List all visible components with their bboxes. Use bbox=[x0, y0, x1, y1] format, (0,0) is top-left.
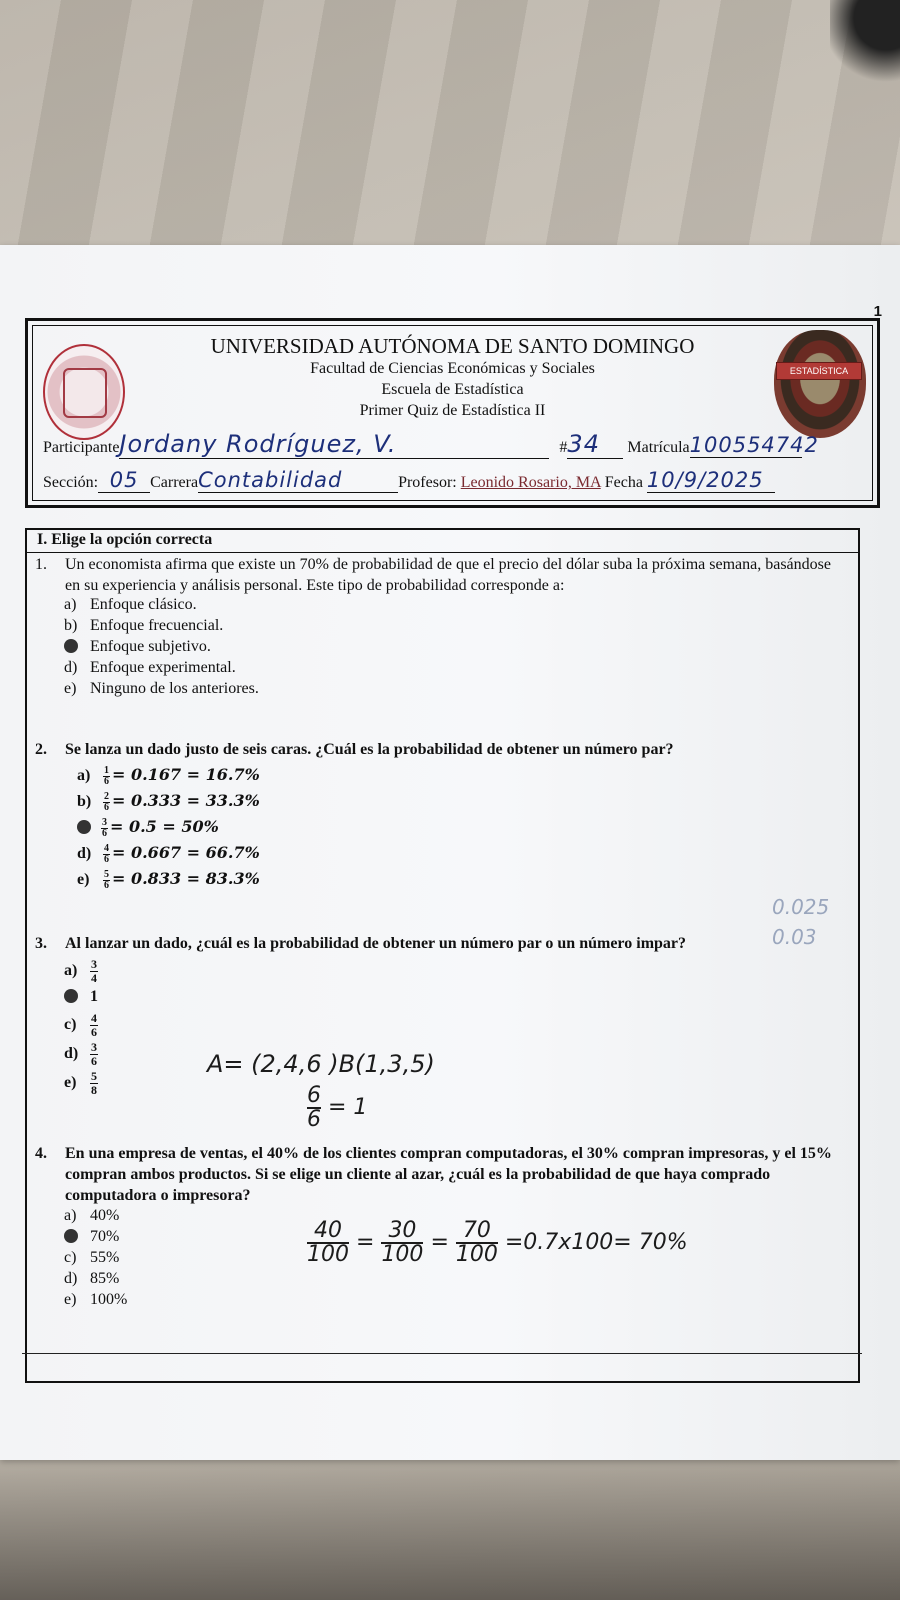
option-label: b) bbox=[64, 617, 78, 634]
option-label: a) bbox=[77, 767, 91, 784]
q1-option-b[interactable] bbox=[64, 617, 223, 635]
numerator: 4 bbox=[91, 1011, 97, 1025]
denominator: 6 bbox=[104, 775, 109, 787]
denominator: 8 bbox=[91, 1083, 97, 1097]
calculation-note: $\frac{40}{100}$ = $\frac{30}{100}$ = $\frac{70}{100}$ =0.7x100= 70% bbox=[307, 1218, 688, 1267]
option-label: c) bbox=[64, 1249, 77, 1266]
q3-option-d[interactable] bbox=[64, 1041, 100, 1068]
question-text: Un economista afirma que existe un 70% de probabilidad de que el precio del dólar suba la próxima semana, basándose en su experiencia y análisis personal. Este tipo de probabilidad corresponde a: bbox=[65, 556, 831, 594]
participant-field[interactable] bbox=[119, 430, 549, 459]
section-title: I. Elige la opción correcta bbox=[37, 531, 213, 548]
denominator: 6 bbox=[104, 853, 109, 865]
section-field[interactable] bbox=[98, 468, 150, 493]
option-value: = 0.833 = 83.3% bbox=[112, 869, 260, 888]
profesor-value: Leonido Rosario, MA bbox=[460, 474, 601, 491]
q2-option-a[interactable] bbox=[77, 765, 260, 787]
question-emphasis: par bbox=[641, 741, 666, 758]
calc-numerator: 70 bbox=[456, 1220, 498, 1244]
background-object bbox=[830, 0, 900, 90]
denominator: 6 bbox=[91, 1025, 97, 1039]
fecha-label: Fecha bbox=[604, 474, 643, 491]
q1-option-d[interactable] bbox=[64, 659, 236, 677]
participant-label: Participante bbox=[43, 439, 120, 456]
carrera-label: Carrera bbox=[150, 474, 199, 491]
question-2 bbox=[35, 739, 850, 760]
denominator: 6 bbox=[104, 879, 109, 891]
numerator: 4 bbox=[104, 842, 109, 854]
carrera-value: Contabilidad bbox=[198, 468, 343, 492]
margin-note-2: 0.03 bbox=[772, 925, 817, 949]
fraction-note-denominator: 6 bbox=[307, 1107, 321, 1132]
section-row bbox=[43, 468, 862, 493]
calc-denominator: 100 bbox=[307, 1242, 349, 1267]
q4-option-b[interactable] bbox=[64, 1228, 119, 1246]
question-4 bbox=[35, 1143, 854, 1206]
option-label: e) bbox=[64, 1291, 77, 1308]
university-title: UNIVERSIDAD AUTÓNOMA DE SANTO DOMINGO bbox=[210, 334, 695, 358]
selected-mark-icon bbox=[64, 989, 78, 1003]
q2-option-d[interactable] bbox=[77, 843, 260, 865]
question-end: ? bbox=[665, 741, 674, 758]
bottom-divider bbox=[22, 1353, 862, 1354]
option-label: a) bbox=[64, 596, 77, 613]
option-text: Ninguno de los anteriores. bbox=[90, 680, 259, 697]
q3-option-b[interactable] bbox=[64, 988, 98, 1006]
selected-mark-icon bbox=[64, 639, 78, 653]
option-text: Enfoque clásico. bbox=[90, 596, 197, 613]
option-label: a) bbox=[64, 962, 78, 980]
question-end: un número impar? bbox=[553, 935, 687, 952]
q2-option-b[interactable] bbox=[77, 791, 260, 813]
numerator: 2 bbox=[104, 790, 109, 802]
numerator: 1 bbox=[104, 764, 109, 776]
question-emphasis: o bbox=[160, 1187, 169, 1204]
question-emphasis: o bbox=[545, 935, 554, 952]
option-label: d) bbox=[77, 845, 92, 862]
margin-note-1: 0.025 bbox=[772, 895, 830, 919]
option-text: Enfoque subjetivo. bbox=[90, 638, 211, 655]
option-value: = 0.667 = 66.7% bbox=[112, 843, 260, 862]
option-label: d) bbox=[64, 659, 78, 676]
q2-option-c[interactable] bbox=[77, 817, 219, 839]
question-3 bbox=[35, 933, 850, 954]
header-inner-frame bbox=[32, 325, 873, 501]
quiz-title: Primer Quiz de Estadística II bbox=[359, 402, 546, 419]
numerator: 3 bbox=[91, 1040, 97, 1054]
question-text: Se lanza un dado justo de seis caras. ¿Cuál es la probabilidad de obtener un número bbox=[65, 741, 642, 758]
background-fabric bbox=[0, 0, 900, 245]
calc-result: =0.7x100= 70% bbox=[504, 1230, 688, 1255]
q1-option-a[interactable] bbox=[64, 596, 197, 614]
denominator: 6 bbox=[102, 827, 107, 839]
matricula-value: 100554742 bbox=[689, 433, 819, 457]
option-text: 85% bbox=[90, 1270, 120, 1287]
question-text: En una empresa de ventas, el 40% de los clientes compran computadoras, el 30% compran impresoras, y el 15% compran ambos productos. Si se elige un cliente al azar, ¿cuál es la probabilidad de que haya comprado computadora bbox=[65, 1145, 832, 1204]
denominator: 6 bbox=[91, 1054, 97, 1068]
option-text: 100% bbox=[90, 1291, 128, 1308]
question-1 bbox=[35, 554, 850, 596]
section-value: 05 bbox=[109, 468, 139, 492]
faculty-name: Facultad de Ciencias Económicas y Sociales bbox=[310, 360, 595, 377]
option-label: e) bbox=[64, 680, 77, 697]
q2-option-e[interactable] bbox=[77, 869, 260, 891]
section-divider bbox=[27, 552, 858, 553]
q3-option-a[interactable] bbox=[64, 958, 100, 985]
q4-option-d[interactable] bbox=[64, 1270, 119, 1288]
participant-row bbox=[43, 430, 862, 459]
question-number: 4. bbox=[35, 1145, 47, 1162]
option-value: 1 bbox=[90, 988, 98, 1005]
calc-numerator: 30 bbox=[381, 1220, 423, 1244]
q4-option-e[interactable] bbox=[64, 1291, 127, 1309]
q4-option-c[interactable] bbox=[64, 1249, 119, 1267]
profesor-label: Profesor: bbox=[398, 474, 457, 491]
selected-mark-icon bbox=[64, 1229, 78, 1243]
fraction-note-numerator: 6 bbox=[307, 1083, 321, 1108]
numerator: 5 bbox=[91, 1069, 97, 1083]
calc-denominator: 100 bbox=[381, 1242, 424, 1267]
option-text: 55% bbox=[90, 1249, 120, 1266]
option-label: d) bbox=[64, 1045, 79, 1063]
question-number: 3. bbox=[35, 935, 47, 952]
fecha-value: 10/9/2025 bbox=[646, 468, 764, 492]
numerator: 3 bbox=[91, 957, 97, 971]
option-label: b) bbox=[77, 793, 92, 810]
option-label: d) bbox=[64, 1270, 78, 1287]
page-number: 1 bbox=[873, 303, 882, 320]
matricula-field[interactable] bbox=[689, 433, 819, 458]
question-end: impresora? bbox=[168, 1187, 251, 1204]
number-label: # bbox=[559, 439, 568, 456]
option-text: Enfoque frecuencial. bbox=[90, 617, 224, 634]
q3-option-c[interactable] bbox=[64, 1012, 100, 1039]
school-name: Escuela de Estadística bbox=[381, 381, 524, 398]
header-box bbox=[25, 318, 880, 508]
sets-note: A= (2,4,6 )B(1,3,5) bbox=[207, 1050, 435, 1078]
questions-box bbox=[25, 528, 860, 1383]
participant-value: Jordany Rodríguez, V. bbox=[119, 430, 397, 458]
option-text: Enfoque experimental. bbox=[90, 659, 236, 676]
option-label: c) bbox=[64, 1016, 77, 1034]
numerator: 5 bbox=[104, 868, 109, 880]
q1-option-e[interactable] bbox=[64, 680, 259, 698]
fraction-note bbox=[307, 1085, 367, 1131]
selected-mark-icon bbox=[77, 820, 91, 834]
q3-option-e[interactable] bbox=[64, 1070, 100, 1097]
matricula-label: Matrícula bbox=[627, 439, 690, 456]
option-label: e) bbox=[64, 1074, 77, 1092]
calc-denominator: 100 bbox=[455, 1242, 498, 1267]
q1-option-c[interactable] bbox=[64, 638, 211, 656]
denominator: 6 bbox=[104, 801, 109, 813]
option-value: = 0.167 = 16.7% bbox=[112, 765, 260, 784]
number-value: 34 bbox=[567, 430, 600, 458]
fecha-field[interactable] bbox=[647, 468, 775, 493]
quiz-sheet bbox=[0, 245, 900, 1460]
section-label: Sección: bbox=[43, 474, 99, 491]
number-field[interactable] bbox=[567, 430, 623, 459]
option-text: 70% bbox=[90, 1228, 120, 1245]
option-label: a) bbox=[64, 1207, 77, 1224]
carrera-field[interactable] bbox=[198, 468, 398, 493]
denominator: 4 bbox=[91, 971, 97, 985]
option-value: = 0.5 = 50% bbox=[110, 817, 219, 836]
logo-text: ESTADÍSTICA bbox=[789, 366, 849, 376]
option-label: e) bbox=[77, 871, 90, 888]
option-text: 40% bbox=[90, 1207, 120, 1224]
numerator: 3 bbox=[102, 816, 107, 828]
fraction-note-result: = 1 bbox=[328, 1095, 368, 1120]
question-number: 1. bbox=[35, 556, 47, 573]
question-number: 2. bbox=[35, 741, 47, 758]
calc-numerator: 40 bbox=[307, 1220, 349, 1244]
question-text: Al lanzar un dado, ¿cuál es la probabilidad de obtener un número par bbox=[65, 935, 546, 952]
background-shadow bbox=[0, 1460, 900, 1600]
q4-option-a[interactable] bbox=[64, 1207, 119, 1225]
option-value: = 0.333 = 33.3% bbox=[112, 791, 260, 810]
